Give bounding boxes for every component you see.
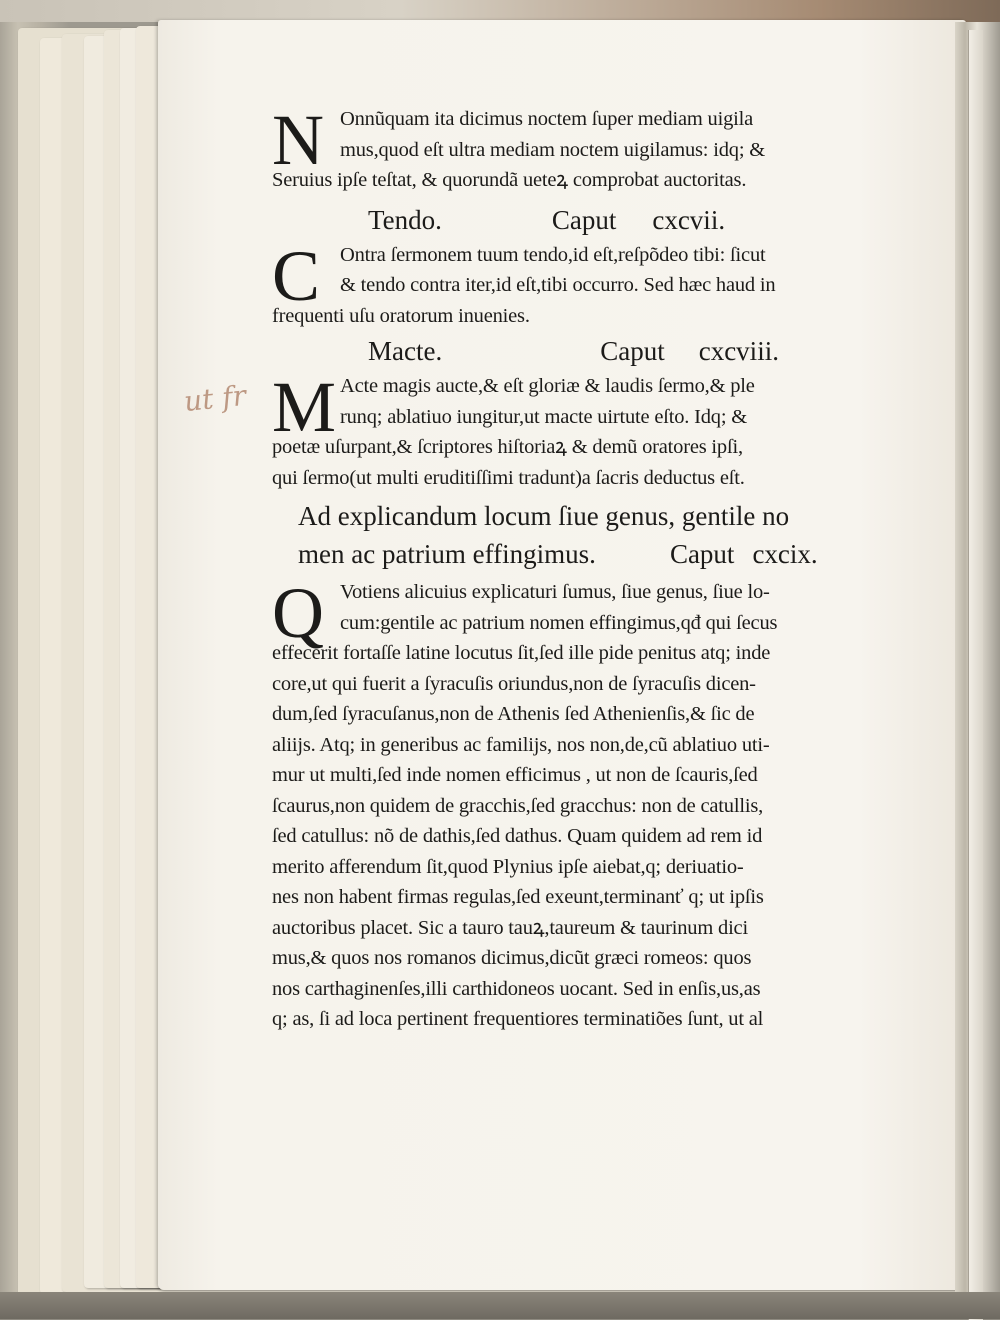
chapter-heading [272, 331, 892, 371]
chapter-number: cxcviii. [698, 336, 779, 366]
text-line: mur ut multi,ſed inde nomen efficimus , ut non de ſcauris,ſed [272, 764, 758, 786]
chapter-caput: Caput [551, 204, 617, 235]
facing-page-edge [968, 30, 983, 1320]
book-top-edge [0, 0, 1000, 22]
text-line: ſed catullus: nõ de dathis,ſed dathus. Quam quidem ad rem id [272, 825, 763, 847]
text-line: & tendo contra iter,id eſt,tibi occurro. Sed hæc haud in [340, 274, 776, 296]
chapter-title: Tendo. [368, 204, 442, 235]
chapter-title: Macte. [368, 336, 443, 366]
text-line: Onnũquam ita dicimus noctem ſuper mediam uigila [340, 108, 754, 130]
text-line: aliijs. Atq; in generibus ac familijs, nos non,de,cũ ablatiuo uti- [272, 733, 770, 756]
text-line: nes non habent firmas regulas,ſed exeunt,terminanť q; ut ipſis [272, 886, 764, 908]
drop-initial: Q [272, 573, 324, 653]
text-line: core,ut qui fuerit a ſyracuſis oriundus,non de ſyracuſis dicen- [272, 672, 756, 695]
drop-initial: C [272, 235, 321, 316]
chapter-title: men ac patrium effingimus. [298, 539, 596, 569]
chapter-title: Ad explicandum locum ſiue genus, gentile no [298, 501, 790, 531]
text-line: merito afferendum ſit,quod Plynius ipſe aiebat,q; deriuatio- [272, 855, 744, 878]
paragraph [272, 573, 892, 1035]
text-line: mus,quod eſt ultra mediam noctem uigilamus: idq; & [340, 138, 765, 161]
text-line: mus,& quos nos romanos dicimus,dicũt græci romeos: quos [272, 947, 752, 969]
text-line: runq; ablatiuo iungitur,ut macte uirtute eſto. Idq; & [340, 405, 748, 428]
paragraph [272, 235, 892, 332]
chapter-number: cxcix. [752, 539, 818, 569]
text-line: auctoribus placet. Sic a tauro tauꝝ,taureum & taurinum dici [272, 916, 748, 939]
text-line: qui ſermo(ut multi eruditiſſimi tradunt)a ſacris deductus eſt. [272, 466, 745, 489]
text-line: Ontra ſermonem tuum tendo,id eſt,reſpõdeo tibi: ſicut [340, 243, 766, 266]
text-line: Votiens alicuius explicaturi ſumus, ſiue genus, ſiue lo- [340, 581, 770, 603]
text-line: poetæ uſurpant,& ſcriptores hiſtoriaꝝ & demũ oratores ipſi, [272, 436, 743, 458]
text-line: cum:gentile ac patrium nomen effingimus,qđ qui ſecus [340, 611, 778, 634]
chapter-heading [272, 200, 892, 240]
text-line: Acte magis aucte,& eſt gloriæ & laudis ſermo,& ple [340, 375, 755, 397]
chapter-number: cxcvii. [652, 204, 726, 235]
text-line: Seruius ipſe teſtat, & quorundã ueteꝝ comprobat auctoritas. [272, 169, 747, 191]
text-line: q; as, ſi ad loca pertinent frequentiores terminatiões ſunt, ut al [272, 1008, 764, 1030]
text-line: effecerit fortaſſe latine locutus ſit,ſed ille pide penitus atq; inde [272, 642, 771, 664]
paragraph [272, 367, 892, 493]
text-line: dum,ſed ſyracuſanus,non de Athenis ſed Athenienſis,& ſic de [272, 703, 755, 725]
text-line: frequenti uſu oratorum inuenies. [272, 304, 530, 327]
text-line: nos carthaginenſes,illi carthidoneos uocant. Sed in enſis,us,as [272, 977, 761, 1000]
chapter-heading [298, 497, 892, 573]
chapter-caput: Caput [669, 539, 735, 569]
drop-initial: N [272, 100, 324, 180]
paragraph [272, 100, 892, 196]
handwritten-margin-note: ut fr [182, 378, 248, 419]
text-line: ſcaurus,non quidem de gracchis,ſed gracchus: non de catullis, [272, 794, 764, 817]
drop-initial: M [272, 367, 337, 447]
chapter-caput: Caput [600, 336, 665, 366]
book-cover-bottom [0, 1292, 1000, 1319]
text-block [272, 100, 892, 1035]
